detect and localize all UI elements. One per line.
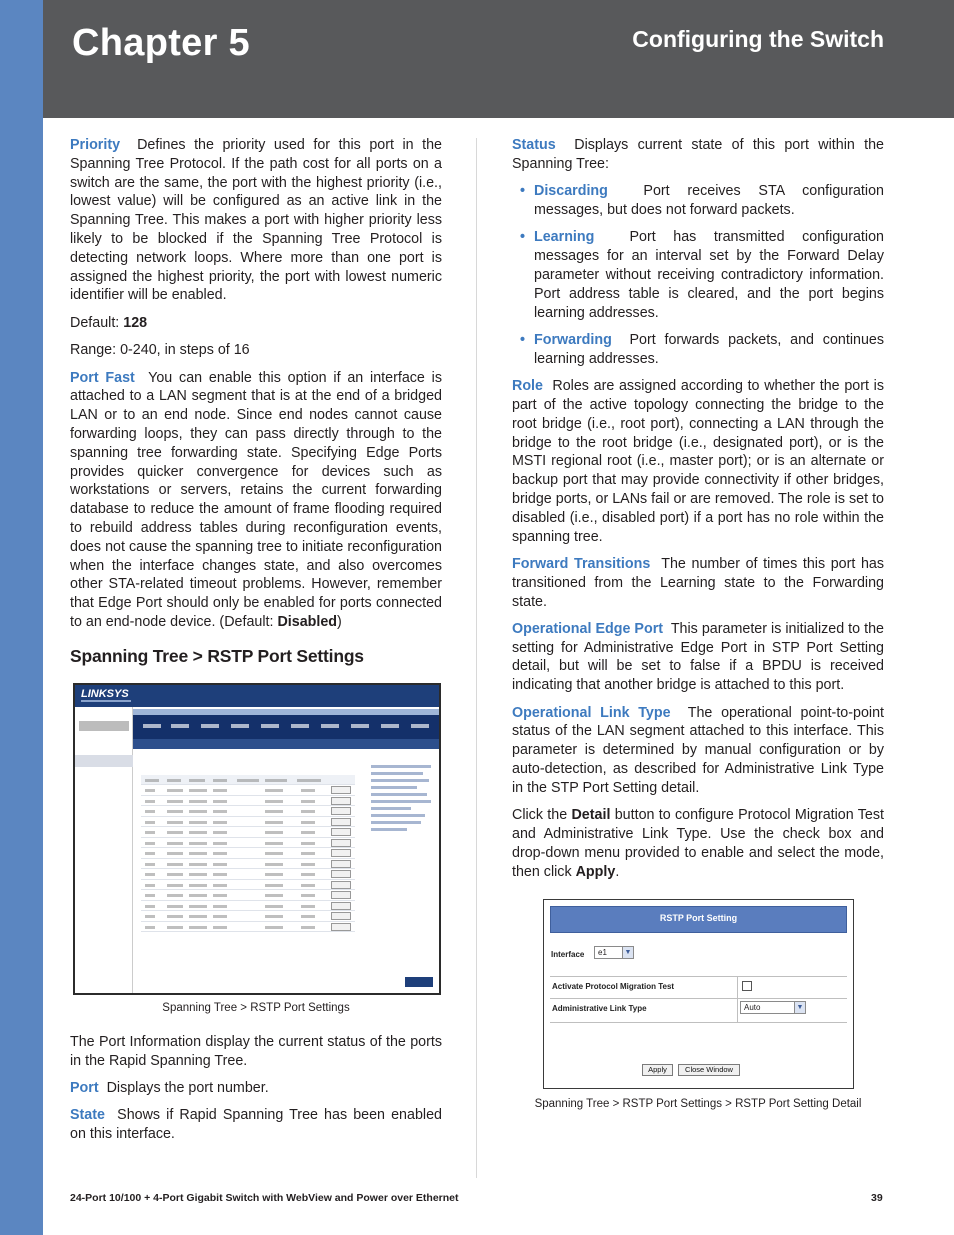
cell <box>301 863 315 866</box>
cell <box>213 863 227 866</box>
cell <box>265 810 283 813</box>
help-line <box>371 814 425 817</box>
cell <box>167 926 183 929</box>
cell <box>189 852 207 855</box>
status-paragraph <box>512 136 884 174</box>
migration-test-checkbox[interactable] <box>742 981 752 991</box>
cell <box>301 873 315 876</box>
list-item <box>520 182 884 220</box>
cell <box>145 821 155 824</box>
table-row <box>141 838 355 849</box>
cell <box>145 842 155 845</box>
cell <box>167 905 183 908</box>
cisco-logo <box>405 977 433 987</box>
cell <box>265 884 283 887</box>
help-line <box>371 772 423 775</box>
table-row <box>141 796 355 807</box>
cell <box>213 926 227 929</box>
state-text: Shows if Rapid Spanning Tree has been enabled on this interface. <box>70 1107 442 1143</box>
bullet-term: Learning <box>534 229 595 246</box>
cell <box>145 810 155 813</box>
nav-item <box>381 724 399 728</box>
cell <box>167 884 183 887</box>
cell <box>213 894 227 897</box>
cell <box>189 915 207 918</box>
cell <box>145 779 159 782</box>
linksys-banner <box>75 685 439 707</box>
screenshot-left-menu <box>75 707 133 993</box>
operational-link-type-term: Operational Link Type <box>512 704 671 721</box>
operational-edge-port-text: This parameter is initialized to the setting for Administrative Edge Port in STP Port Setting detail, but will be set to false if a BPDU is received indicating that another bridge is attached to this port. <box>512 620 884 694</box>
dialog-title-bar <box>550 906 847 933</box>
cell <box>189 905 207 908</box>
right-column <box>512 136 884 1111</box>
interface-label: Interface <box>551 950 585 960</box>
default-line <box>70 314 442 333</box>
bullet-icon: • <box>520 183 526 200</box>
state-paragraph <box>70 1106 442 1144</box>
cell <box>265 905 283 908</box>
port-fast-text: You can enable this option if an interface is attached to a LAN segment that is at the end of a bridged LAN or to an end node. Since end nodes cannot cause forwarding loops, they can pass directly through to the spanning tree forwarding state. Specifying Edge Ports provides quicker convergence for devices such as workstations or servers, retains the current forwarding database to reduce the amount of frame flooding required to rebuild address tables during reconfiguration events, does not cause the spanning tree to initiate reconfiguration when the interface changes state, and also overcomes other STA-related timeout problems. However, remember that Edge Port should only be enabled for ports connected to an end-node device. (Default: <box>70 369 442 630</box>
cell <box>189 842 207 845</box>
bullet-icon: • <box>520 331 526 348</box>
cell <box>145 800 155 803</box>
click-detail-paragraph <box>512 806 884 881</box>
nav-item <box>411 724 429 728</box>
interface-value: e1 <box>598 948 607 958</box>
table-header-row <box>141 775 355 786</box>
cell <box>213 915 227 918</box>
cell <box>213 905 227 908</box>
nav-item <box>261 724 279 728</box>
cell <box>265 779 287 782</box>
cell <box>145 915 155 918</box>
port-paragraph <box>70 1079 442 1098</box>
cell <box>301 821 315 824</box>
cell <box>145 789 155 792</box>
cell <box>301 884 315 887</box>
page-number: 39 <box>871 1192 883 1204</box>
detail-button <box>331 797 351 805</box>
cell <box>213 873 227 876</box>
cell <box>301 800 315 803</box>
role-text: Roles are assigned according to whether the port is part of the active topology connecting the bridge to the root bridge (i.e., root port), connecting a LAN through the bridge to the root bridge (i.e., designated port), or is the MSTI regional root (i.e., master port); or is an alternate or backup port that may provide connectivity if other bridges, bridge ports, or LANs fail or are removed. The role is set to disabled (i.e., disabled port) if a port has no role within the spanning tree. <box>512 378 884 545</box>
port-fast-close: ) <box>337 613 342 630</box>
nav-item <box>231 724 249 728</box>
cell <box>297 779 321 782</box>
port-table-rows <box>141 785 355 932</box>
table-row <box>141 922 355 933</box>
cell <box>167 894 183 897</box>
cell <box>189 884 207 887</box>
cell <box>213 789 227 792</box>
chevron-down-icon: ▼ <box>794 1002 805 1013</box>
detail-button <box>331 828 351 836</box>
cell <box>265 800 283 803</box>
list-item <box>520 228 884 322</box>
detail-button <box>331 923 351 931</box>
spanning-tree-label <box>79 721 129 731</box>
detail-button <box>331 786 351 794</box>
rstp-port-settings-tab <box>75 755 133 767</box>
cell <box>145 873 155 876</box>
cell <box>213 884 227 887</box>
section-header: Configuring the Switch <box>632 26 884 52</box>
nav-item <box>143 724 161 728</box>
cell <box>265 852 283 855</box>
detail-button <box>331 860 351 868</box>
nav-item <box>351 724 369 728</box>
click-detail-pre: Click the <box>512 807 568 824</box>
detail-button <box>331 818 351 826</box>
cell <box>301 789 315 792</box>
cell <box>167 821 183 824</box>
cell <box>189 810 207 813</box>
bullet-text: Port receives STA configuration messages, but does not forward packets. <box>534 183 884 218</box>
table-row <box>141 901 355 912</box>
divider <box>550 1022 847 1023</box>
linksys-logo: LINKSYS <box>81 687 129 700</box>
divider <box>550 976 847 977</box>
default-label: Default: <box>70 314 120 331</box>
state-term: State <box>70 1107 105 1124</box>
rstp-port-setting-detail-screenshot <box>543 899 854 1089</box>
table-row <box>141 859 355 870</box>
cell <box>301 905 315 908</box>
cell <box>301 842 315 845</box>
cell <box>265 842 283 845</box>
operational-link-type-paragraph <box>512 704 884 798</box>
cell <box>265 821 283 824</box>
cell <box>213 831 227 834</box>
cell <box>189 926 207 929</box>
close-window-button[interactable]: Close Window <box>678 1064 740 1076</box>
help-line <box>371 793 427 796</box>
interface-select[interactable] <box>594 946 634 959</box>
screenshot-nav-bar <box>133 715 439 739</box>
cell <box>265 789 283 792</box>
bullet-text: Port has transmitted configuration messages for an interval set by the Forward Delay parameter without receiving contradictory information. Port address table is cleared, and the port begins learning addresses. <box>534 229 884 321</box>
status-bullet-list <box>520 182 884 368</box>
cell <box>301 894 315 897</box>
priority-text: Defines the priority used for this port in the Spanning Tree Protocol. If the path cost for all ports on a switch are the same, the port with the highest priority (i.e., lowest value) will be configured as an active link in the Spanning Tree. This makes a port with higher priority less likely to be blocked if the Spanning Tree Protocol is detecting network loops. Where more than one port is assigned the highest priority, the port with lowest numeric identifier will be enabled. <box>70 137 442 304</box>
cell <box>189 779 205 782</box>
detail-button <box>331 912 351 920</box>
forward-transitions-paragraph <box>512 555 884 611</box>
status-term: Status <box>512 137 556 153</box>
port-term: Port <box>70 1079 99 1096</box>
bullet-term: Forwarding <box>534 331 612 348</box>
cell <box>189 863 207 866</box>
port-table <box>141 775 355 933</box>
detail-button <box>331 891 351 899</box>
cell <box>167 915 183 918</box>
column-divider <box>737 976 738 1022</box>
cell <box>167 852 183 855</box>
detail-button <box>331 902 351 910</box>
help-line <box>371 765 431 768</box>
cell <box>167 810 183 813</box>
detail-button <box>331 807 351 815</box>
link-type-label: Administrative Link Type <box>552 1004 647 1014</box>
cell <box>301 810 315 813</box>
cell <box>265 915 283 918</box>
detail-word: Detail <box>571 807 611 824</box>
role-paragraph <box>512 377 884 546</box>
nav-item <box>171 724 189 728</box>
help-line <box>371 800 431 803</box>
cell <box>167 779 181 782</box>
figure-caption-2: Spanning Tree > RSTP Port Settings > RSTP Port Setting Detail <box>534 1098 862 1111</box>
help-line <box>371 828 407 831</box>
screenshot-sub-nav <box>133 739 439 749</box>
chevron-down-icon: ▼ <box>622 947 633 958</box>
cell <box>213 852 227 855</box>
click-detail-end: . <box>615 863 620 880</box>
cell <box>189 800 207 803</box>
status-text: Displays current state of this port within the Spanning Tree: <box>512 137 884 172</box>
table-row <box>141 869 355 880</box>
apply-word: Apply <box>575 863 616 880</box>
bullet-text: Port forwards packets, and continues learning addresses. <box>534 331 884 367</box>
role-term: Role <box>512 378 543 395</box>
cell <box>213 800 227 803</box>
help-line <box>371 821 421 824</box>
operational-link-type-text: The operational point-to-point status of the LAN segment attached to this interface. This parameter is determined by manual configuration or by auto-detection, as described for Administrative Link Type in the STP Port Setting detail. <box>512 704 885 796</box>
priority-term: Priority <box>70 137 121 153</box>
link-type-value: Auto <box>744 1003 761 1013</box>
table-row <box>141 806 355 817</box>
cell <box>167 863 183 866</box>
default-value: 128 <box>123 314 148 331</box>
nav-item <box>201 724 219 728</box>
cell <box>145 926 155 929</box>
cell <box>213 810 227 813</box>
cell <box>167 842 183 845</box>
bullet-term: Discarding <box>534 183 608 200</box>
cell <box>237 779 259 782</box>
table-row <box>141 848 355 859</box>
cell <box>189 894 207 897</box>
nav-item <box>291 724 309 728</box>
divider <box>550 998 847 999</box>
bullet-icon: • <box>520 229 526 246</box>
cell <box>265 831 283 834</box>
cell <box>167 831 183 834</box>
link-type-select[interactable] <box>740 1001 806 1014</box>
list-item <box>520 331 884 369</box>
table-row <box>141 890 355 901</box>
logo-underline <box>81 700 131 702</box>
click-detail-mid: button to configure Protocol Migration Test and Administrative Link Type. Use the check box and drop-down menu provided to enable and select the mode, then click <box>512 807 884 880</box>
table-row <box>141 911 355 922</box>
cell <box>189 831 207 834</box>
cell <box>145 894 155 897</box>
column-divider <box>476 138 477 1178</box>
detail-button <box>331 881 351 889</box>
rstp-port-settings-screenshot <box>73 683 441 995</box>
cell <box>189 821 207 824</box>
priority-paragraph <box>70 136 442 305</box>
port-info-paragraph: The Port Information display the current status of the ports in the Rapid Spanning Tree. <box>70 1033 442 1069</box>
cell <box>265 926 283 929</box>
cell <box>213 779 227 782</box>
port-fast-paragraph <box>70 369 442 632</box>
detail-button <box>331 870 351 878</box>
cell <box>265 873 283 876</box>
port-text: Displays the port number. <box>106 1079 269 1096</box>
cell <box>213 821 227 824</box>
port-fast-term: Port Fast <box>70 369 135 386</box>
cell <box>145 884 155 887</box>
migration-test-label: Activate Protocol Migration Test <box>552 982 675 992</box>
help-line <box>371 786 417 789</box>
help-line <box>371 807 411 810</box>
cell <box>265 863 283 866</box>
left-column <box>70 136 442 1152</box>
cell <box>189 873 207 876</box>
chapter-title: Chapter 5 <box>72 22 250 64</box>
cell <box>145 905 155 908</box>
help-line <box>371 779 429 782</box>
cell <box>301 831 315 834</box>
rstp-port-settings-heading: Spanning Tree > RSTP Port Settings <box>70 645 364 666</box>
footer-product: 24-Port 10/100 + 4-Port Gigabit Switch with WebView and Power over Ethernet <box>70 1192 459 1204</box>
table-row <box>141 827 355 838</box>
cell <box>301 852 315 855</box>
cell <box>189 789 207 792</box>
cell <box>167 800 183 803</box>
figure-caption-1: Spanning Tree > RSTP Port Settings <box>162 1001 350 1014</box>
nav-item <box>321 724 339 728</box>
cell <box>213 842 227 845</box>
detail-button <box>331 839 351 847</box>
screenshot-help-panel <box>371 765 435 865</box>
table-row <box>141 785 355 796</box>
table-row <box>141 880 355 891</box>
apply-button[interactable]: Apply <box>642 1064 673 1076</box>
cell <box>145 831 155 834</box>
cell <box>145 863 155 866</box>
cell <box>167 789 183 792</box>
cell <box>265 894 283 897</box>
forward-transitions-text: The number of times this port has transitioned from the Learning state to the Forwarding state. <box>512 555 885 610</box>
detail-button <box>331 849 351 857</box>
forward-transitions-term: Forward Transitions <box>512 555 651 572</box>
operational-edge-port-term: Operational Edge Port <box>512 620 664 637</box>
table-row <box>141 817 355 828</box>
port-fast-default: Disabled <box>277 613 338 630</box>
left-accent-bar <box>0 0 43 1235</box>
cell <box>301 926 315 929</box>
cell <box>145 852 155 855</box>
cell <box>167 873 183 876</box>
dialog-title: RSTP Port Setting <box>659 913 738 924</box>
range-line: Range: 0-240, in steps of 16 <box>70 342 250 359</box>
operational-edge-port-paragraph <box>512 620 884 695</box>
cell <box>301 915 315 918</box>
